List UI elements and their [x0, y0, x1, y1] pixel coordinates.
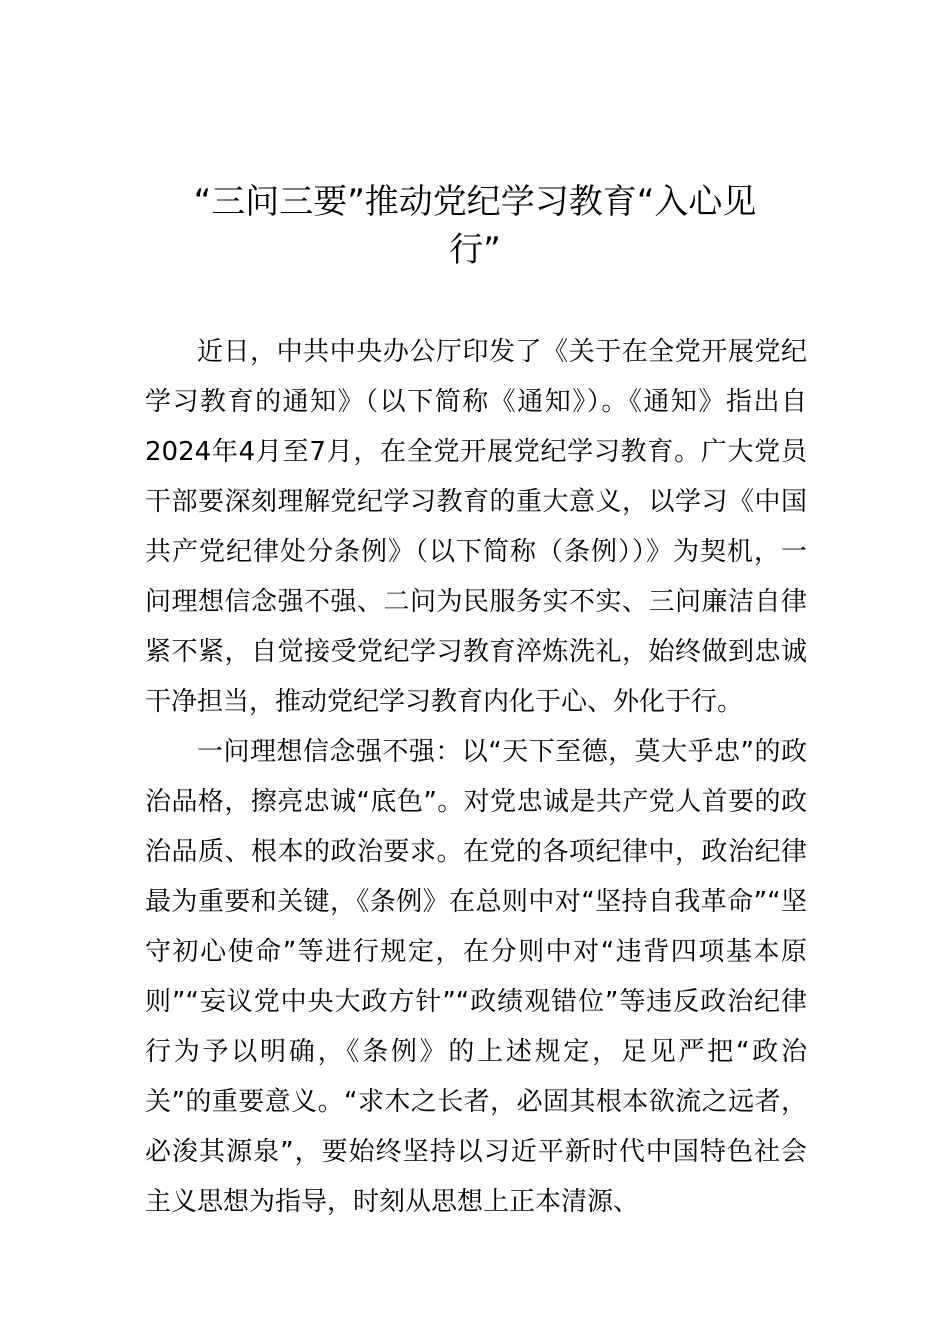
paragraph-ideals: 一问理想信念强不强：以“天下至德，莫大乎忠”的政治品格，擦亮忠诚“底色”。对党忠诚是共产党人首要的政治品质、根本的政治要求。在党的各项纪律中，政治纪律最为重要和关键，《条例》在总则中对“坚持自我革命”“坚守初心使命”等进行规定，在分则中对“违背四项基本原则”“妄议党中央大政方针”“政绩观错位”等违反政治纪律行为予以明确，《条例》的上述规定，足见严把“政治关”的重要意义。“求木之长者，必固其根本欲流之远者，必浚其源泉”，要始终坚持以习近平新时代中国特色社会主义思想为指导，时刻从思想上正本清源、 — [145, 737, 807, 1217]
document-body — [145, 327, 807, 1227]
document-title — [140, 178, 810, 274]
title-line-2: 行” — [449, 230, 501, 270]
paragraph-intro: 近日，中共中央办公厅印发了《关于在全党开展党纪学习教育的通知》（以下简称《通知》）。《通知》指出自2024年4月至7月，在全党开展党纪学习教育。广大党员干部要深刻理解党纪学习教育的重大意义，以学习《中国共产党纪律处分条例》（以下简称（条例））》为契机，一问理想信念强不强、二问为民服务实不实、三问廉洁自律紧不紧，自觉接受党纪学习教育淬炼洗礼，始终做到忠诚干净担当，推动党纪学习教育内化于心、外化于行。 — [145, 337, 807, 717]
title-line-1: “三问三要”推动党纪学习教育“入心见 — [193, 182, 757, 222]
